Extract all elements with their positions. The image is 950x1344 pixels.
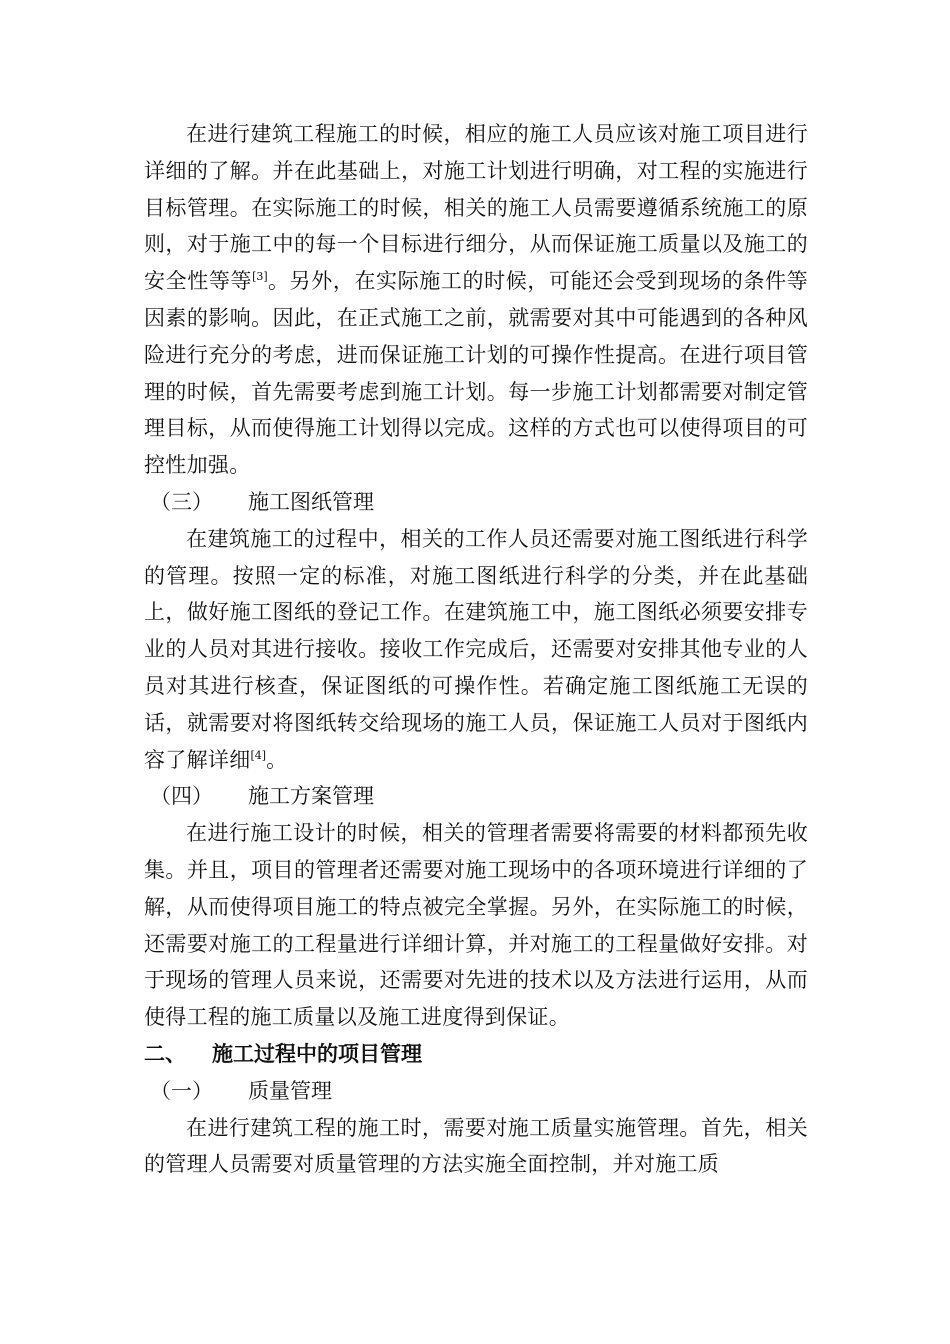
section-heading-drawings: [144, 484, 808, 521]
section-title: 施工图纸管理: [248, 489, 374, 514]
chapter-title: 施工过程中的项目管理: [212, 1040, 422, 1066]
paragraph-quality: 在进行建筑工程的施工时，需要对施工质量实施管理。首先，相关的管理人员需要对质量管理的方法实施全面控制，并对施工质: [144, 1115, 808, 1177]
paragraph-drawings: [144, 521, 808, 779]
section-number: （一）: [150, 1078, 213, 1103]
section-title: 施工方案管理: [248, 784, 374, 809]
paragraph-scheme: 在进行施工设计的时候，相关的管理者需要将需要的材料都预先收集。并且，项目的管理者还需要对施工现场中的各项环境进行详细的了解，从而使得项目施工的特点被完全掌握。另外，在实际施工的时候，还需要对施工的工程量进行详细计算，并对施工的工程量做好安排。对于现场的管理人员来说，还需要对先进的技术以及方法进行运用，从而使得工程的施工质量以及施工进度得到保证。: [144, 821, 808, 1030]
section-title: 质量管理: [248, 1078, 332, 1103]
chapter-number: 二、: [144, 1040, 186, 1066]
paragraph-text: 在建筑施工的过程中，相关的工作人员还需要对施工图纸进行科学的管理。按照一定的标准，对施工图纸进行科学的分类，并在此基础上，做好施工图纸的登记工作。在建筑施工中，施工图纸必须要安排专业的人员对其进行接收。接收工作完成后，还需要对安排其他专业的人员对其进行核查，保证图纸的可操作性。若确定施工图纸施工无误的话，就需要对将图纸转交给现场的施工人员，保证施工人员对于图纸内容了解详细: [144, 526, 808, 772]
paragraph-text: 。: [266, 747, 288, 772]
section-heading-scheme: [144, 778, 808, 815]
document-body: [144, 116, 808, 1183]
paragraph-construction-plan: [144, 116, 808, 484]
section-heading-quality: [144, 1073, 808, 1110]
paragraph-text: 在进行建筑工程施工的时候，相应的施工人员应该对施工项目进行详细的了解。并在此基础上，对施工计划进行明确，对工程的实施进行目标管理。在实际施工的时候，相关的施工人员需要遵循系统施工的原则，对于施工中的每一个目标进行细分，从而保证施工质量以及施工的安全性等等: [144, 122, 808, 294]
citation-superscript: [4]: [250, 748, 267, 762]
chapter-heading: [144, 1036, 808, 1073]
section-number: （四）: [150, 784, 213, 809]
section-number: （三）: [150, 489, 213, 514]
citation-superscript: [3]: [252, 270, 268, 284]
paragraph-text: 。另外，在实际施工的时候，可能还会受到现场的条件等因素的影响。因此，在正式施工之前，就需要对其中可能遇到的各种风险进行充分的考虑，进而保证施工计划的可操作性提高。在进行项目管理的时候，首先需要考虑到施工计划。每一步施工计划都需要对制定管理目标，从而使得施工计划得以完成。这样的方式也可以使得项目的可控性加强。: [144, 269, 809, 478]
